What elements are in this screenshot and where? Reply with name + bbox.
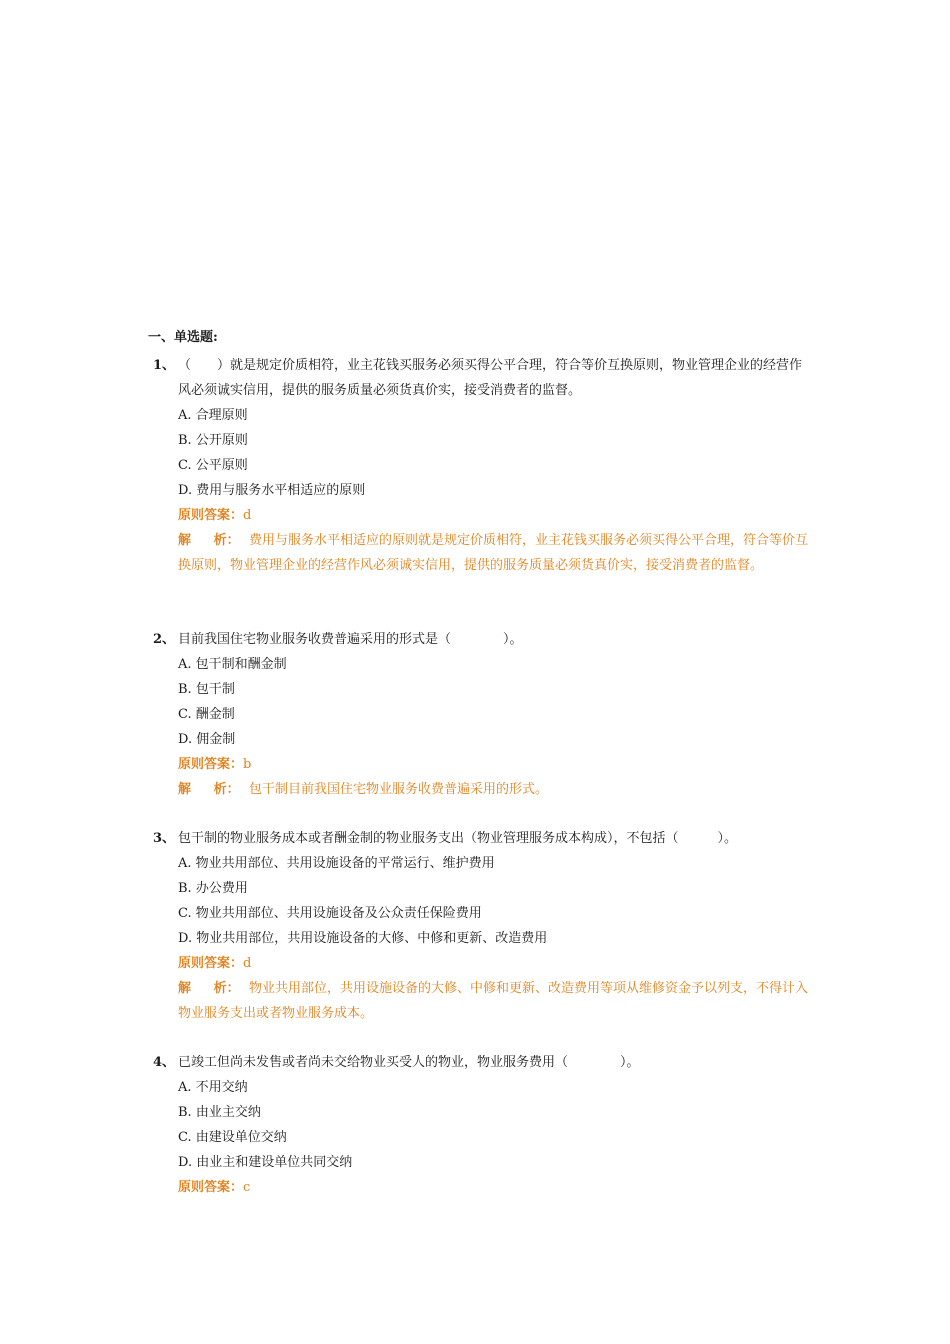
question-text: 已竣工但尚未发售或者尚未交给物业买受人的物业，物业服务费用（ ）。 xyxy=(178,1055,640,1070)
option-c: C. 酬金制 xyxy=(178,707,235,722)
option-b: B. 包干制 xyxy=(178,682,235,697)
question-stem xyxy=(153,826,813,851)
answer-label: 原则答案： xyxy=(178,757,244,772)
option-d: D. 由业主和建设单位共同交纳 xyxy=(178,1155,353,1170)
answer-label: 原则答案： xyxy=(178,508,244,523)
answer-label: 原则答案： xyxy=(178,1180,244,1195)
answer-value: d xyxy=(243,956,252,971)
question-2 xyxy=(153,627,813,802)
option-a: A. 物业共用部位、共用设施设备的平常运行、维护费用 xyxy=(178,856,495,871)
analysis-block xyxy=(153,528,813,578)
question-number: 2、 xyxy=(153,632,176,647)
answer-label: 原则答案： xyxy=(178,956,244,971)
analysis-text: 包干制目前我国住宅物业服务收费普遍采用的形式。 xyxy=(249,782,549,797)
options-list xyxy=(153,1075,813,1175)
answer-value: b xyxy=(243,757,252,772)
question-stem xyxy=(153,353,813,403)
answer-line xyxy=(153,951,813,976)
answer-value: d xyxy=(243,508,252,523)
options-list xyxy=(153,652,813,752)
option-d: D. 费用与服务水平相适应的原则 xyxy=(178,483,366,498)
options-list xyxy=(153,851,813,951)
answer-line xyxy=(153,1175,813,1200)
question-text: 目前我国住宅物业服务收费普遍采用的形式是（ ）。 xyxy=(178,632,523,647)
option-d: D. 物业共用部位，共用设施设备的大修、中修和更新、改造费用 xyxy=(178,931,548,946)
analysis-label: 解 析： xyxy=(178,981,240,996)
question-1 xyxy=(153,353,813,578)
analysis-text: 费用与服务水平相适应的原则就是规定价质相符，业主花钱买服务必须买得公平合理，符合等价互换原则，物业管理企业的经营作风必须诚实信用，提供的服务质量必须货真价实，接受消费者的监督。 xyxy=(178,533,809,573)
question-number: 4、 xyxy=(153,1055,176,1070)
option-b: B. 公开原则 xyxy=(178,433,248,448)
option-a: A. 包干制和酬金制 xyxy=(178,657,287,672)
analysis-label: 解 析： xyxy=(178,782,240,797)
option-a: A. 合理原则 xyxy=(178,408,248,423)
analysis-label: 解 析： xyxy=(178,533,240,548)
analysis-block xyxy=(153,976,813,1026)
question-stem xyxy=(153,627,813,652)
option-c: C. 物业共用部位、共用设施设备及公众责任保险费用 xyxy=(178,906,482,921)
analysis-text: 物业共用部位，共用设施设备的大修、中修和更新、改造费用等项从维修资金予以列支，不得计入物业服务支出或者物业服务成本。 xyxy=(178,981,809,1021)
option-c: C. 公平原则 xyxy=(178,458,248,473)
question-text: 包干制的物业服务成本或者酬金制的物业服务支出（物业管理服务成本构成），不包括（ ）。 xyxy=(178,831,738,846)
answer-line xyxy=(153,503,813,528)
options-list xyxy=(153,403,813,503)
question-4 xyxy=(153,1050,813,1200)
question-number: 3、 xyxy=(153,831,176,846)
answer-line xyxy=(153,752,813,777)
question-number: 1、 xyxy=(153,358,176,373)
option-b: B. 由业主交纳 xyxy=(178,1105,261,1120)
option-c: C. 由建设单位交纳 xyxy=(178,1130,287,1145)
question-stem xyxy=(153,1050,813,1075)
analysis-block xyxy=(153,777,813,802)
option-a: A. 不用交纳 xyxy=(178,1080,248,1095)
section-title: 一、单选题: xyxy=(148,330,218,345)
option-b: B. 办公费用 xyxy=(178,881,248,896)
answer-value: c xyxy=(243,1180,251,1195)
question-3 xyxy=(153,826,813,1026)
question-text: （ ）就是规定价质相符，业主花钱买服务必须买得公平合理，符合等价互换原则，物业管理企业的经营作风必须诚实信用，提供的服务质量必须货真价实，接受消费者的监督。 xyxy=(178,358,803,398)
option-d: D. 佣金制 xyxy=(178,732,236,747)
